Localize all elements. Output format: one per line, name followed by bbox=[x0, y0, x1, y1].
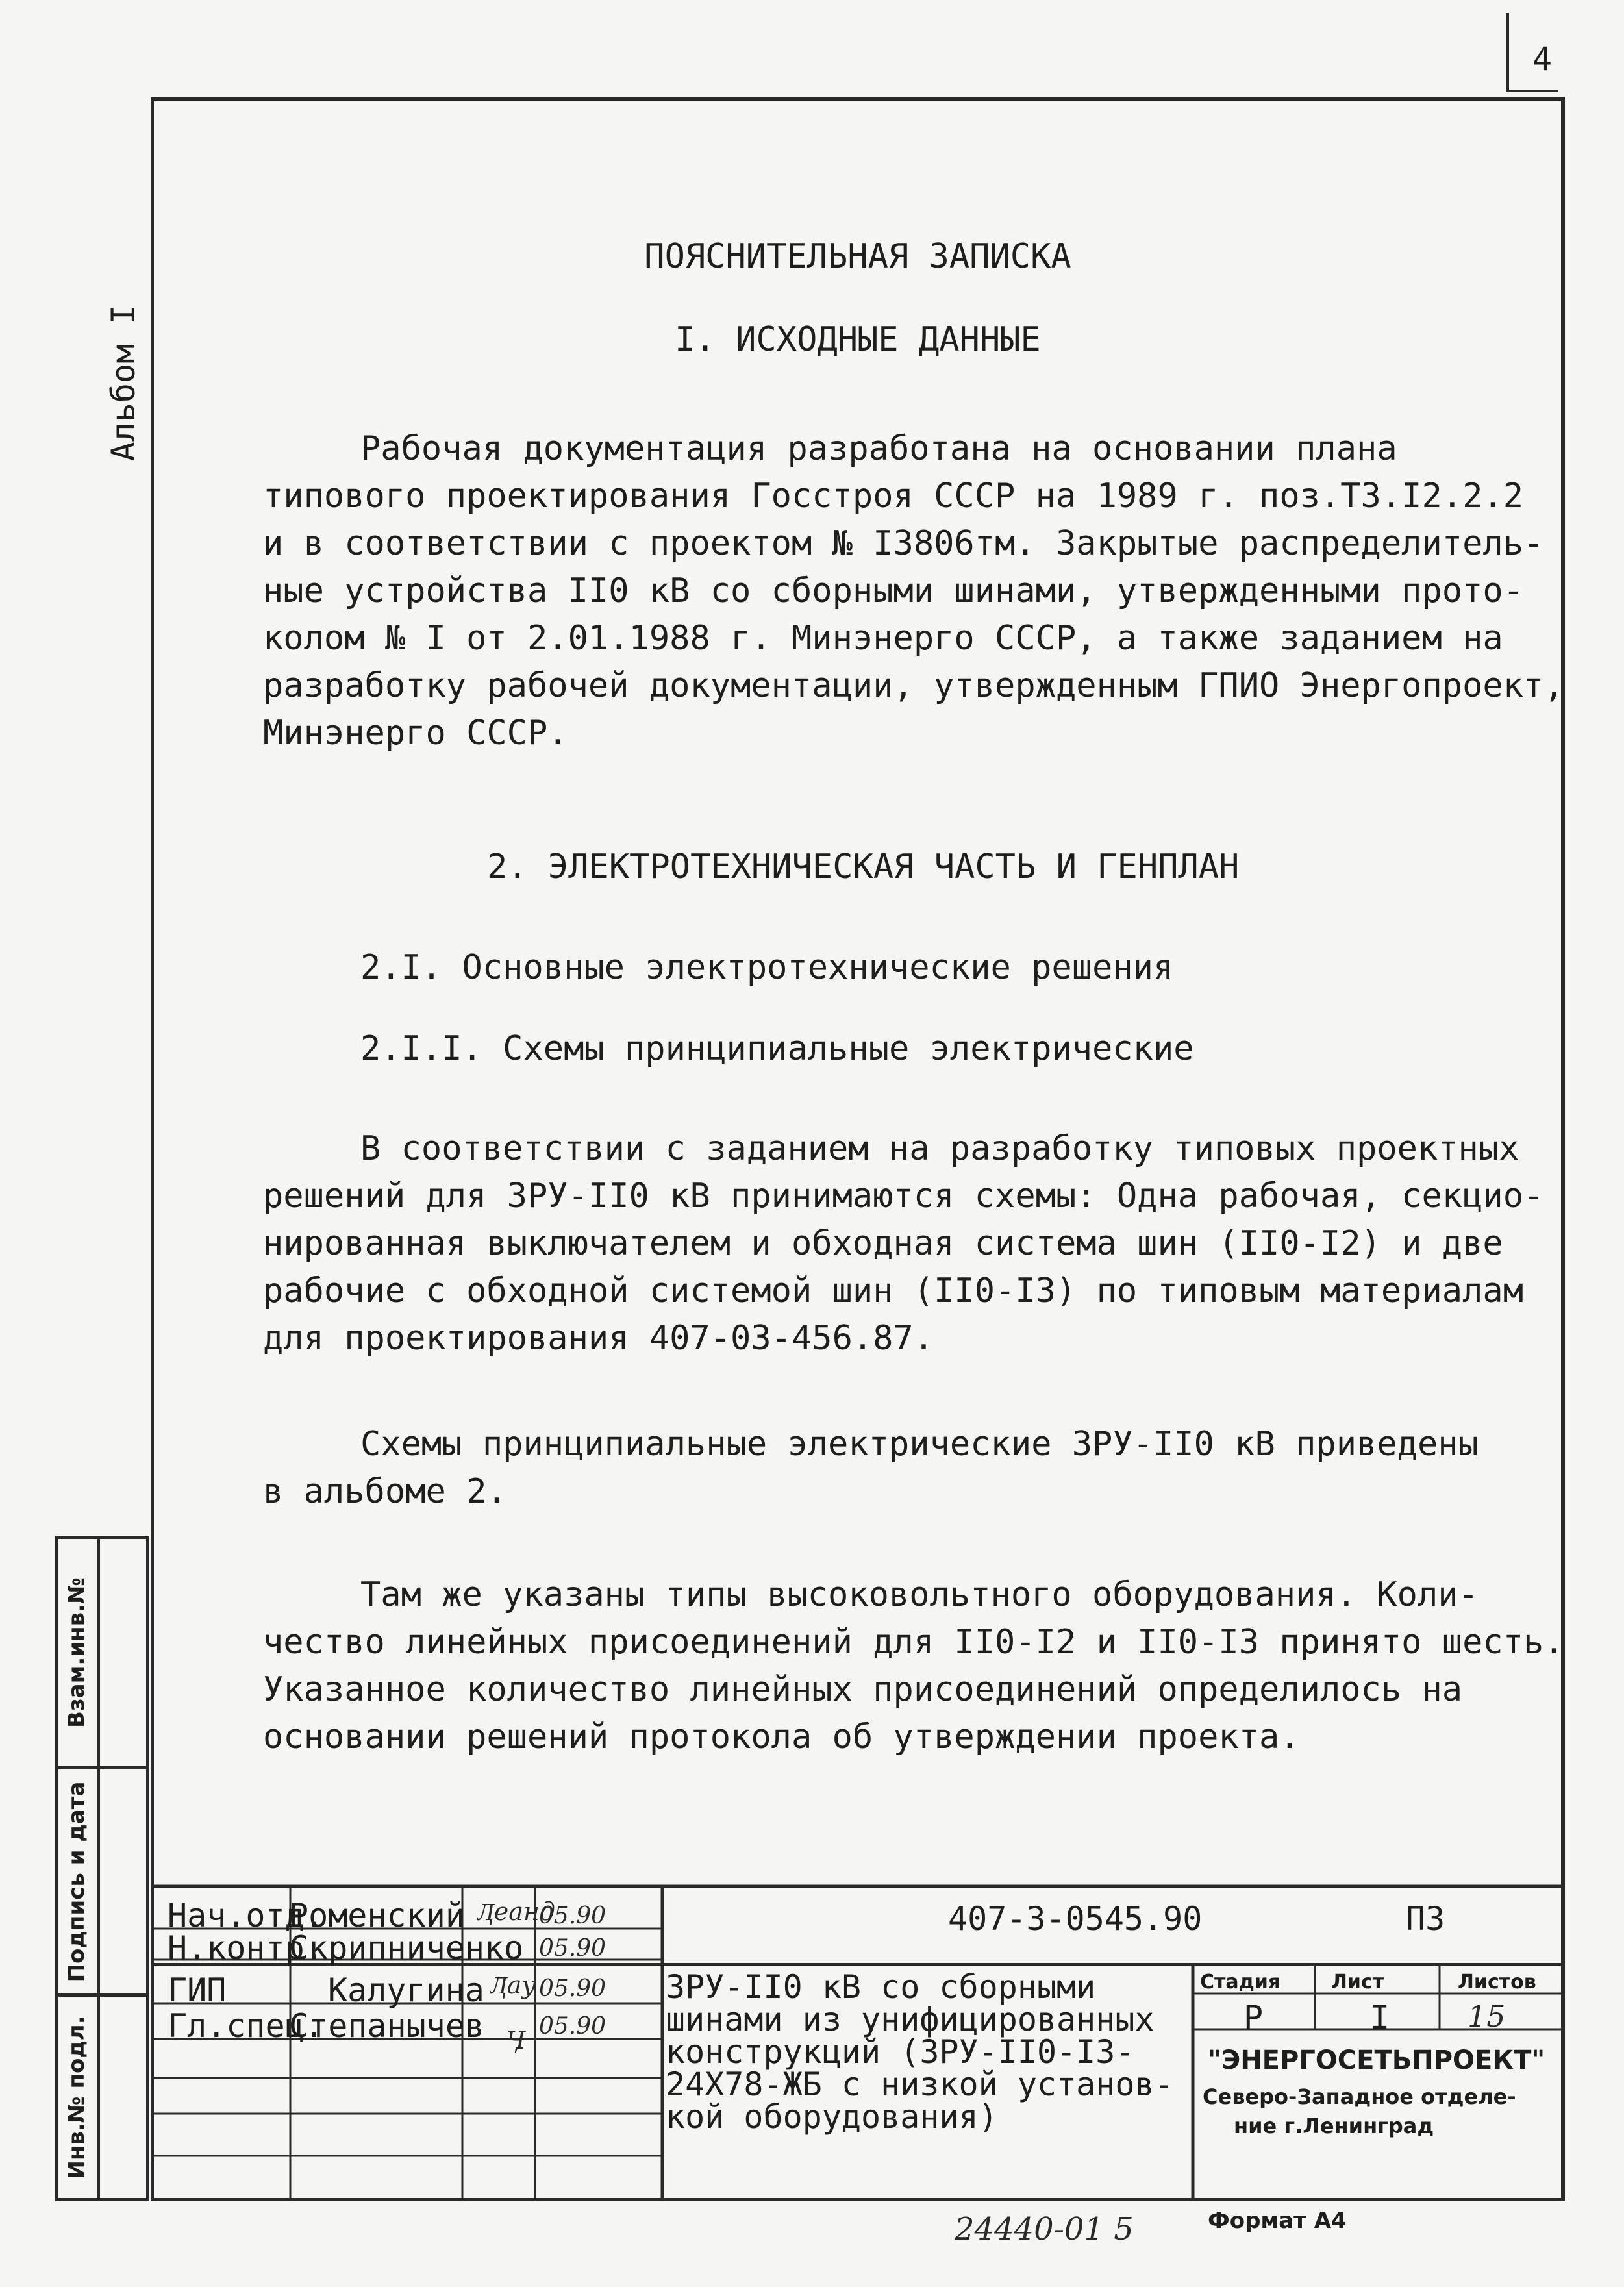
organization-name: "ЭНЕРГОСЕТЬПРОЕКТ" bbox=[1208, 2045, 1545, 2075]
tb-date: 05.90 bbox=[539, 1975, 606, 2002]
signature-image: Ӌ bbox=[506, 2026, 525, 2055]
page-number-tab-line bbox=[1506, 90, 1558, 92]
signature-image: Ӆеанд bbox=[477, 1897, 555, 1926]
section-2-heading: 2. ЭЛЕКТРОТЕХНИЧЕСКАЯ ЧАСТЬ И ГЕНПЛАН bbox=[487, 847, 1240, 886]
paragraph-line: колом № I от 2.01.1988 г. Минэнерго СССР, а также заданием на bbox=[263, 619, 1503, 658]
paragraph-line: ные устройства II0 кВ со сборными шинами, утвержденными прото- bbox=[263, 571, 1524, 610]
paragraph-line: Указанное количество линейных присоединений определилось на bbox=[263, 1670, 1463, 1709]
description-line: ЗРУ-II0 кВ со сборными bbox=[666, 1968, 1096, 2006]
sheet-value: I bbox=[1370, 1999, 1390, 2036]
paragraph-line: разработку рабочей документации, утвержденным ГПИО Энергопроект, bbox=[263, 666, 1564, 705]
stamp-inv-dup-label: Взам.инв.№ bbox=[64, 1577, 90, 1728]
description-line: конструкций (ЗРУ-II0-I3- bbox=[666, 2033, 1135, 2071]
stage-value: Р bbox=[1243, 1999, 1264, 2036]
stage-label: Стадия bbox=[1200, 1971, 1281, 1993]
stamp-inv-orig-label: Инв.№ подл. bbox=[64, 2016, 90, 2179]
section-2-paragraph-1 bbox=[263, 1125, 1543, 1362]
description-line: кой оборудования) bbox=[666, 2098, 998, 2136]
paragraph-line: в альбоме 2. bbox=[263, 1472, 507, 1511]
tb-name: Степанычев bbox=[289, 2007, 485, 2045]
section-2-1-heading: 2.I. Основные электротехнические решения bbox=[360, 948, 1174, 987]
sheets-value: 15 bbox=[1468, 1999, 1506, 2034]
paragraph-line: чество линейных присоединений для II0-I2 и II0-I3 принято шесть. bbox=[263, 1623, 1564, 1662]
paragraph-line: для проектирования 407-03-456.87. bbox=[263, 1319, 934, 1358]
tb-role: Н.контр. bbox=[168, 1929, 324, 1967]
paragraph-line: решений для ЗРУ-II0 кВ принимаются схемы: Одна рабочая, секцио- bbox=[263, 1177, 1544, 1216]
format-label: Формат А4 bbox=[1208, 2208, 1347, 2234]
organization-branch: Северо-Западное отделе- bbox=[1203, 2084, 1516, 2109]
stamp-signature-label: Подпись и дата bbox=[64, 1781, 90, 1982]
section-2-paragraph-3 bbox=[263, 1571, 1564, 1761]
paragraph-line: нированная выключателем и обходная система шин (II0-I2) и две bbox=[263, 1224, 1503, 1263]
tb-date: 05.90 bbox=[539, 2013, 606, 2040]
tb-role: Нач.отд. bbox=[168, 1897, 324, 1934]
organization-branch: ние г.Ленинград bbox=[1234, 2114, 1434, 2138]
page-number-tab-line bbox=[1506, 13, 1509, 91]
tb-name: Роменский bbox=[289, 1897, 465, 1934]
page-number: 4 bbox=[1532, 40, 1553, 78]
paragraph-line: Там же указаны типы высоковольтного оборудования. Коли- bbox=[360, 1575, 1479, 1614]
album-label-text: Альбом I bbox=[105, 305, 142, 462]
section-2-paragraph-2 bbox=[263, 1421, 1479, 1516]
album-label bbox=[104, 286, 143, 481]
tb-name: Скрипниченко bbox=[289, 1929, 524, 1967]
document-title: ПОЯСНИТЕЛЬНАЯ ЗАПИСКА bbox=[644, 237, 1071, 276]
sheet-label: Лист bbox=[1331, 1971, 1384, 1993]
paragraph-line: типового проектирования Госстроя СССР на 1989 г. поз.Т3.I2.2.2 bbox=[263, 477, 1524, 516]
tb-name: Калугина bbox=[328, 1971, 484, 2009]
paragraph-line: основании решений протокола об утверждении проекта. bbox=[263, 1718, 1300, 1756]
tb-role: Гл.спец. bbox=[168, 2007, 324, 2045]
tb-date: 05.90 bbox=[539, 1935, 606, 1962]
section-2-1-1-heading: 2.I.I. Схемы принципиальные электрические bbox=[360, 1029, 1194, 1068]
sheets-label: Листов bbox=[1458, 1971, 1536, 1993]
signature-image: Ӆау bbox=[490, 1971, 536, 1999]
tb-role: ГИП bbox=[168, 1971, 227, 2009]
description-line: шинами из унифицированных bbox=[666, 2001, 1155, 2038]
archive-number: 24440-01 5 bbox=[955, 2211, 1134, 2247]
paragraph-line: рабочие с обходной системой шин (II0-I3) по типовым материалам bbox=[263, 1271, 1524, 1310]
paragraph-line: Минэнерго СССР. bbox=[263, 714, 568, 753]
tb-date: 05.90 bbox=[539, 1903, 606, 1929]
section-1-paragraph bbox=[263, 425, 1564, 757]
paragraph-line: и в соответствии с проектом № I3806тм. Закрытые распределитель- bbox=[263, 524, 1544, 563]
stamp-divider bbox=[97, 1536, 100, 2201]
description-line: 24Х78-ЖБ с низкой установ- bbox=[666, 2066, 1174, 2103]
paragraph-line: Рабочая документация разработана на основании плана bbox=[360, 429, 1397, 468]
title-block-description bbox=[666, 1968, 1174, 2136]
section-1-heading: I. ИСХОДНЫЕ ДАННЫЕ bbox=[675, 320, 1041, 359]
paragraph-line: Схемы принципиальные электрические ЗРУ-II0 кВ приведены bbox=[360, 1425, 1479, 1464]
document-code: 407-3-0545.90 bbox=[948, 1900, 1203, 1938]
document-type: ПЗ bbox=[1406, 1900, 1445, 1938]
paragraph-line: В соответствии с заданием на разработку типовых проектных bbox=[360, 1129, 1519, 1168]
